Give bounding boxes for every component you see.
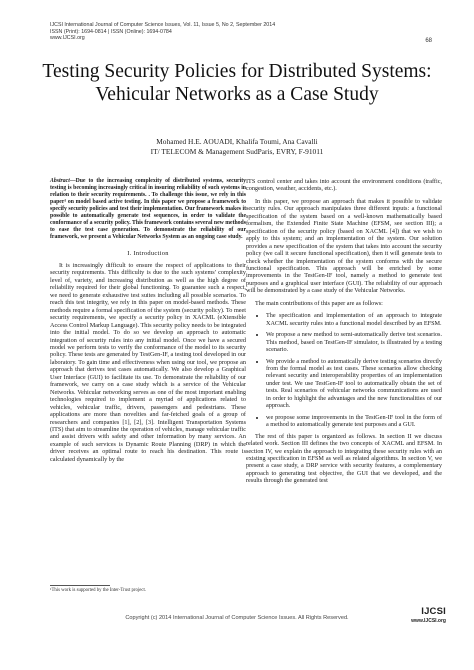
journal-logo (400, 606, 446, 630)
right-paragraph-3: The rest of this paper is organized as follows. In section II we discuss related work. Section III defines the two concepts of XACML and EFSM. In section IV, we explain the approach to integrating these security rules with an existing specification in EFSM as well as related algorithms. In section V, we present a case study, a DRP service with security features, a complementary approach to generating test objective, the GUI that we developed, and the results through the generated test (246, 432, 442, 485)
list-item: • The specification and implementation of an approach to integrate XACML security rules into a functional model described by an EFSM. (266, 312, 442, 327)
journal-header-line1: IJCSI International Journal of Computer Science Issues, Vol. 11, Issue 5, No 2, September 2014 (50, 22, 276, 28)
footnote-rule (50, 585, 110, 586)
paper-title: Testing Security Policies for Distributed Systems: Vehicular Networks as a Case Study (42, 61, 432, 105)
abstract-label: Abstract (50, 178, 70, 184)
right-paragraph-0: ITS control center and takes into account the environment conditions (traffic, congestion, weather, accidents, etc.). (246, 178, 442, 193)
right-column (246, 178, 442, 485)
journal-header-line3: www.IJCSI.org (50, 35, 85, 42)
abstract-text: —Due to the increasing complexity of distributed systems, security testing is becoming increasingly critical in insuring reliability of such systems in relation to their security requirements. . To challenge this issue, we rely in this paper¹ on model based active testing. In this paper we propose a framework to specify security policies and test their implementation. Our framework makes it possible to automatically generate test sequences, in order to validate the conformance of a security policy. This framework contains several new methods to ease the test case generation. To demonstrate the reliability of our framework, we present a Vehicular Networks System as an ongoing case study. (50, 178, 246, 240)
author-names: Mohamed H.E. AOUADI, Khalifa Toumi, Ana Cavalli (156, 137, 318, 146)
list-item: • We propose a new method to semi-automatically derive test scenarios. This method, based on TestGen-IF simulator, is illustrated by a testing scenario. (266, 331, 442, 353)
logo-text: IJCSI (421, 606, 446, 617)
journal-header-line2: ISSN (Print): 1694-0814 | ISSN (Online): 1694-0784 (50, 28, 172, 35)
page-number: 68 (425, 38, 432, 44)
contributions-intro: The main contributions of this paper are as follows: (255, 299, 383, 307)
right-paragraph-1: In this paper, we propose an approach that makes it possible to validate security rules. Our approach manipulates three different inputs: a functional specification of the system based on a well-known mathematically based formalism, the Extended Finite State Machine (EFSM, see section III); a specification of the security policy (based on XACML [4]) that we wish to apply to this system; and an implementation of the system. Our solution provides a new specification of the system that takes into account the security policy (we call it secure functional specification), then it will generate tests to check whether the implementation of the system conforms with the secure functional specification. This approach will be enriched by some improvements in the TestGen-IF tool, namely a method to generate test purposes and a graphical user interface (GUI). The reliability of our approach will be demonstrated by a case study of the Vehicular Networks. (246, 197, 442, 295)
author-affiliation: IT/ TELECOM & Management SudParis, EVRY, F-91011 (150, 147, 324, 156)
list-item: • we propose some improvements in the TestGen-IF tool in the form of a method to automatically generate test purposes and a GUI. (266, 414, 442, 429)
left-column (50, 178, 246, 463)
logo-url: www.IJCSI.org (411, 618, 446, 624)
abstract (50, 178, 246, 241)
copyright-notice: Copyright (c) 2014 International Journal of Computer Science Issues. All Rights Reserved. (125, 615, 349, 621)
contributions-list (246, 312, 442, 428)
footnote-text: ¹This work is supported by the Inter-Trust project. (50, 588, 147, 593)
author-block (30, 137, 444, 157)
section-heading-introduction: I. Introduction (127, 249, 169, 257)
intro-paragraph: It is increasingly difficult to ensure the respect of applications to their security requirements. This difficulty is due to the such systems' complexity level of, variety, and increasing distribution as well as the high degree of reliability required for their global functioning. To guarantee such a respect, we need to generate exhaustive test suites including all possible scenarios. To reach this test integrity, we rely in this paper on model-based methods. These methods require a formal specification of the system (security policy). To meet security requirements, we specify a security policy in XACML (eXtensible Access Control Markup Language). This security policy needs to be integrated into the initial model. To do so we develop an approach to automatic integration of security rules into any initial model. Once we have a secured model we perform tests to verify the conformance of the model to its security policy. These tests are generated by TestGen-IF, a testing tool developed in our laboratory. To gain time and effectiveness when using our tool, we propose an approach that derives test cases automatically. We also develop a Graphical User Interface (GUI) to facilitate its use. To demonstrate the reliability of our framework, we carry on a case study which is a service of the Vehicular Networks. Vehicular networking serves as one of the most important enabling technologies required to implement a myriad of applications related to vehicles, vehicular traffic, drivers, passengers and pedestrians. These applications are more than novelties and far-fetched goals of a group of researchers and companies [1], [2], [3]. Intelligent Transportation Systems (ITS) that aim to streamline the operation of vehicles, manage vehicular traffic and assist drivers with safety and other information by many services. An example of such services is Dynamic Route Planning (DRP) in which the driver receives an optimal route to reach his destination. This route is calculated dynamically by the (50, 262, 246, 463)
list-item: • We provide a method to automatically derive testing scenarios directly from the formal model as test cases. These scenarios allow checking relevant security and interoperability properties of an implementation under test. We use TestGen-IF tool to automatically obtain the set of tests. Real scenarios of vehicular networks communications are used in order to highlight the advantages and the new functionalities of our approach. (266, 358, 442, 410)
journal-header (50, 22, 432, 42)
footnote (50, 585, 246, 594)
